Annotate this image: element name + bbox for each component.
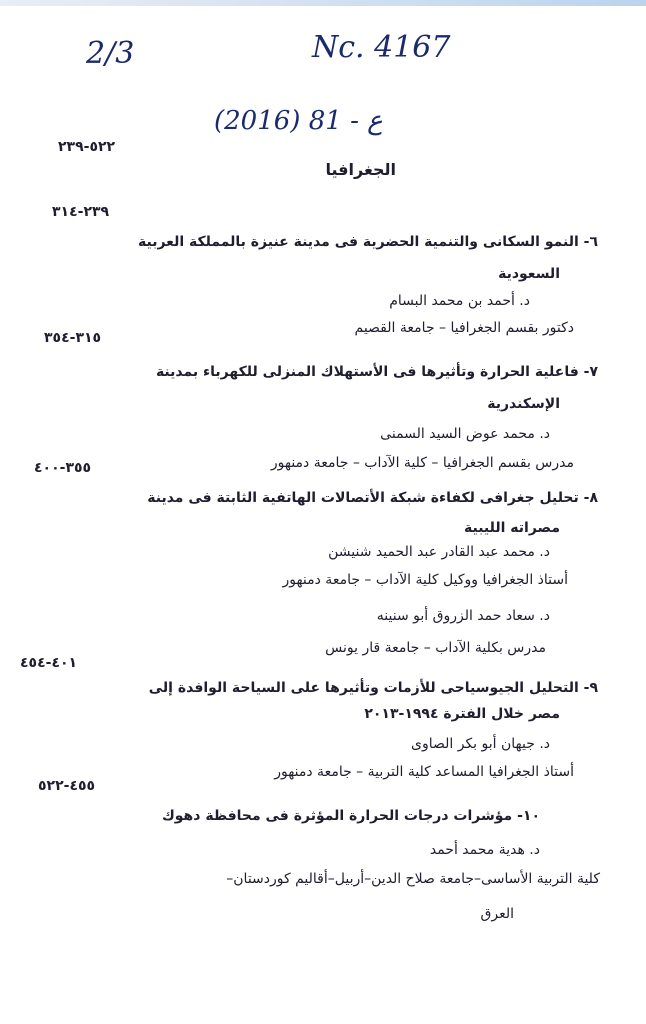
- author-affiliation: دكتور بقسم الجغرافيا – جامعة القصيم: [354, 320, 574, 336]
- entry-pages: ٢٣٩-٣١٤: [52, 204, 110, 220]
- entry-title-line1: ١٠- مؤشرات درجات الحرارة المؤثرة فى محافظة دهوك: [161, 808, 540, 824]
- handwritten-accession-number: Nc. 4167: [312, 30, 451, 65]
- handwritten-issue-number: (2016) 81 - ع: [214, 106, 383, 136]
- entry-title-line1: ٨- تحليل جغرافى لكفاءة شبكة الأتصالات الهاتفية الثابتة فى مدينة: [147, 490, 598, 506]
- entry-title-line2: مصر خلال الفترة ١٩٩٤-٢٠١٣: [364, 706, 560, 722]
- author-name: د. أحمد بن محمد البسام: [389, 293, 530, 309]
- author-name: د. هدية محمد أحمد: [429, 842, 540, 858]
- author-affiliation: مدرس بكلية الآداب – جامعة قار يونس: [325, 640, 546, 656]
- author-affiliation-continued: العرق: [480, 906, 514, 922]
- entry-title-line2: الإسكندرية: [487, 396, 560, 412]
- entry-pages: ٣١٥-٣٥٤: [44, 330, 102, 346]
- author-name: د. محمد عوض السيد السمنى: [380, 426, 550, 442]
- author-affiliation: أستاذ الجغرافيا المساعد كلية التربية – جامعة دمنهور: [274, 764, 574, 780]
- entry-pages: ٤٥٥-٥٢٢: [38, 778, 96, 794]
- author-affiliation: كلية التربية الأساسى–جامعة صلاح الدين–أربيل–أقاليم كوردستان–: [226, 871, 600, 887]
- entry-title-line1: ٦- النمو السكانى والتنمية الحضرية فى مدينة عنيزة بالمملكة العربية: [138, 234, 598, 250]
- entry-title-line1: ٩- التحليل الجيوسياحى للأزمات وتأثيرها على السياحة الوافدة إلى: [148, 680, 598, 696]
- entry-pages: ٤٠١-٤٥٤: [20, 655, 78, 671]
- entry-title-line2: مصراته الليبية: [464, 520, 560, 536]
- author-name: د. جيهان أبو بكر الصاوى: [410, 736, 550, 752]
- scan-top-edge: [0, 0, 646, 6]
- handwritten-page-fraction: 2/3: [86, 36, 135, 71]
- section-title: الجغرافيا: [325, 160, 396, 179]
- entry-pages: ٣٥٥-٤٠٠: [34, 460, 92, 476]
- author-affiliation: مدرس بقسم الجغرافيا – كلية الآداب – جامعة دمنهور: [270, 455, 574, 471]
- entry-title-line2: السعودية: [498, 266, 560, 282]
- author-affiliation: أستاذ الجغرافيا ووكيل كلية الآداب – جامعة دمنهور: [282, 572, 568, 588]
- author-name: د. محمد عبد القادر عبد الحميد شنيشن: [328, 544, 550, 560]
- entry-title-line1: ٧- فاعلية الحرارة وتأثيرها فى الأستهلاك المنزلى للكهرباء بمدينة: [155, 364, 598, 380]
- section-page-range: ٥٢٢-٢٣٩: [58, 139, 116, 155]
- author-name: د. سعاد حمد الزروق أبو سنينه: [376, 608, 550, 624]
